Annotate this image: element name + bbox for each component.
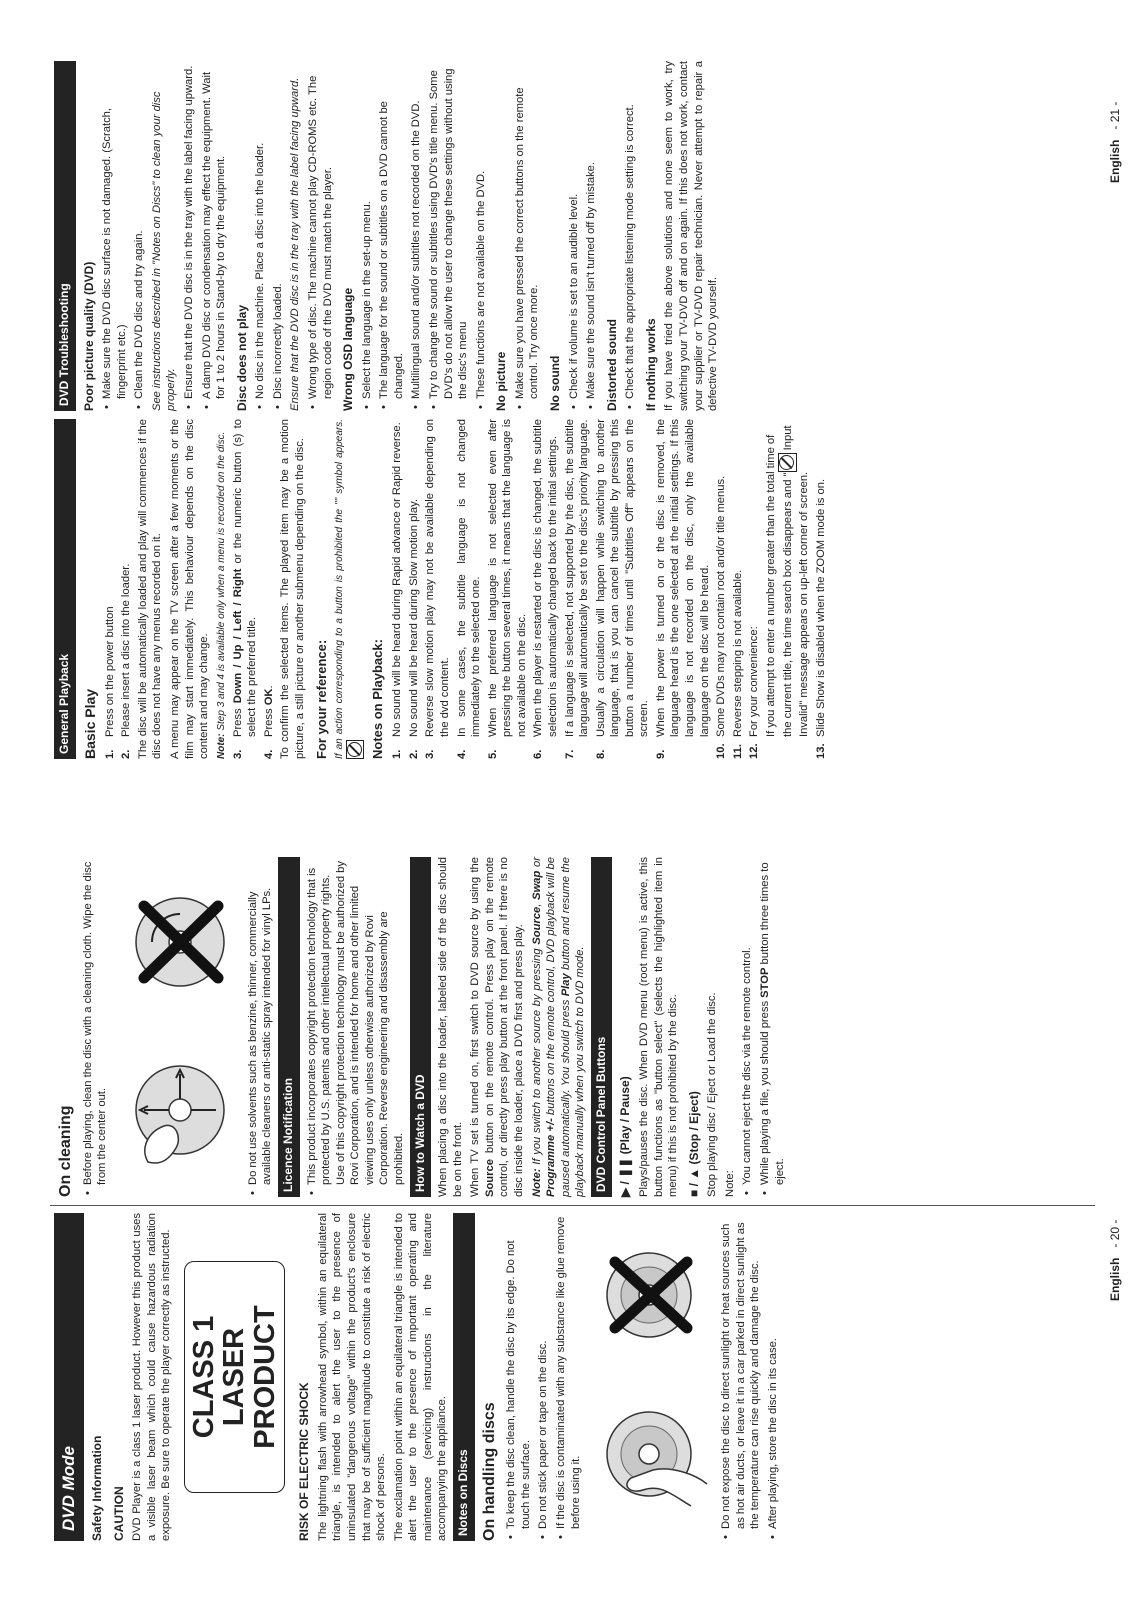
note-number: 12. bbox=[748, 743, 761, 759]
note-number: 10. bbox=[715, 743, 728, 759]
expose-item: • Do not expose the disc to direct sunlight or heat sources such as hot air ducts, or leave it in a car parked in direct sunlight as the temperature can rise quickly and damage the disc. bbox=[719, 1213, 763, 1541]
control-panel-buttons-bar: DVD Control Panel Buttons bbox=[591, 857, 613, 1197]
stop-eject-paragraph: Stop playing disc / Eject or Load the disc. bbox=[706, 992, 719, 1197]
handling-item: • Do not stick paper or tape on the disc. bbox=[536, 1213, 551, 1541]
playback-note bbox=[563, 419, 592, 759]
playback-note bbox=[714, 419, 729, 759]
note-number: 3. bbox=[424, 749, 437, 759]
step-4: 4. Press OK. bbox=[262, 685, 275, 759]
note-number: 11. bbox=[731, 744, 744, 759]
troubleshooting-item: • No disc in the machine. Place a disc into the loader. bbox=[253, 61, 268, 411]
watch-paragraph-1: When placing a disc into the loader, labeled side of the disc should be on the front. bbox=[437, 857, 464, 1197]
risk-paragraph-1: The lightning flash with arrowhead symbol, within an equilateral triangle, is intended to alert the user to the presence of uninsulated "dangerous voltage" within the product's enclosure that may be of sufficient magnitude to constitute a risk of electric shock of persons. bbox=[316, 1213, 388, 1541]
note-text: When the player is restarted or the disc is changed, the subtitle selection is automatically changed back to the initial settings. bbox=[532, 419, 559, 737]
column-troubleshooting bbox=[52, 61, 724, 411]
column-cleaning bbox=[52, 857, 790, 1197]
handling-heading: On handling discs bbox=[480, 1402, 498, 1541]
if-nothing-works-heading: If nothing works bbox=[643, 318, 658, 411]
note-text: Usually a circulation will happen while switching to another language, that is you can cancel the subtitle by pressing this button a number of times until "Subtitles Off" appears on the screen. bbox=[594, 419, 651, 737]
troubleshooting-item: • The language for the sound or subtitles on a DVD cannot be changed. bbox=[377, 61, 406, 411]
reference-heading: For your reference: bbox=[313, 639, 329, 759]
playback-notes-list bbox=[390, 419, 762, 759]
troubleshooting-item: • Check that the appropriate listening mode setting is correct. bbox=[623, 61, 638, 411]
on-cleaning-heading: On cleaning bbox=[57, 1105, 74, 1197]
step-number: 2. bbox=[120, 749, 133, 759]
note-13: 13. Slide Show is disabled when the ZOOM mode is on. bbox=[814, 478, 827, 759]
note-text: No sound will be heard during Slow motion play. bbox=[407, 499, 420, 737]
troubleshooting-item: • Try to change the sound or subtitles using DVD's title menu. Some DVD's do not allow the user to change these settings without using the disc's menu bbox=[427, 61, 471, 411]
note-text: Reverse slow motion play may not be available depending on the dvd content. bbox=[424, 419, 451, 737]
cleaning-item: • Before playing, clean the disc with a cleaning cloth. Wipe the disc from the center out. bbox=[81, 857, 110, 1197]
troubleshooting-heading: Disc does not play bbox=[234, 304, 249, 411]
disc-circular-wipe-prohibited-icon bbox=[118, 882, 238, 1002]
laser-paragraph: DVD Player is a class 1 laser product. However this product uses a visible laser beam which could cause hazardous radiation exposure. Be sure to operate the player correctly as instructed. bbox=[131, 1213, 173, 1541]
note-text: Reverse stepping is not available. bbox=[731, 569, 744, 737]
safety-information-heading: Safety Information bbox=[90, 1435, 105, 1541]
play-pause-icon: ▶ / ❚❚ bbox=[618, 1157, 633, 1197]
troubleshooting-item: • Ensure that the DVD disc is in the tray with the label facing upward. bbox=[182, 61, 197, 411]
note-number: 9. bbox=[654, 749, 667, 759]
play-pause-heading: ▶ / ❚❚ (Play / Pause) bbox=[618, 1076, 633, 1197]
disc-surface-touch-prohibited-icon bbox=[591, 1240, 711, 1350]
troubleshooting-item: • Make sure the DVD disc surface is not damaged. (Scratch, fingerprint etc.) bbox=[100, 61, 129, 411]
playback-note bbox=[747, 419, 762, 759]
troubleshooting-item: • These functions are not available on the DVD. bbox=[474, 61, 489, 411]
note-text: For your convenience: bbox=[748, 626, 761, 737]
eject-note-1: • You cannot eject the disc via the remote control. bbox=[740, 857, 755, 1197]
playback-note bbox=[731, 419, 746, 759]
page-footer-20: English - 20 - bbox=[1108, 1219, 1122, 1301]
note-text: No sound will be heard during Rapid advance or Rapid reverse. bbox=[391, 422, 404, 737]
playback-note bbox=[594, 419, 652, 759]
note-number: 7. bbox=[563, 749, 576, 759]
handling-list bbox=[504, 1213, 583, 1541]
disc-handling-illustration bbox=[591, 1213, 711, 1541]
playback-note bbox=[531, 419, 560, 759]
basic-play-heading: Basic Play bbox=[81, 688, 98, 759]
notes-on-discs-bar: Notes on Discs bbox=[453, 1213, 475, 1541]
column-general-playback bbox=[52, 419, 830, 759]
troubleshooting-item: • Wrong type of disc. The machine cannot play CD-ROMS etc. The region code of the DVD must match the player. bbox=[306, 61, 335, 411]
basic-play-step bbox=[119, 419, 134, 759]
reference-paragraph: If an action corresponding to a button is prohibited the "" symbol appears. bbox=[333, 419, 364, 759]
if-nothing-works-paragraph: If you have tried the above solutions and none seem to work, try switching your TV-DVD off and on again. If this does not work, contact your supplier or TV-DVD repair technician. Never attempt to repair a defective TV-DVD yourself. bbox=[663, 61, 720, 411]
cleaning-illustration bbox=[118, 857, 238, 1197]
note-text: When the power is turned on or the disc is removed, the language heard is the one selected at the initial settings. If this language is not recorded on the disc, only the available language on the disc will be heard. bbox=[654, 419, 711, 737]
steps-list bbox=[103, 419, 134, 759]
step-text: Press on the power button bbox=[103, 606, 116, 737]
class-1-laser-label bbox=[184, 1261, 285, 1493]
how-to-watch-bar: How to Watch a DVD bbox=[410, 857, 432, 1197]
step-3: 3. Press Down / Up / Left / Right or the numeric button (s) to select the preferred title. bbox=[231, 419, 259, 759]
note-number: 6. bbox=[532, 749, 545, 759]
playback-note bbox=[407, 419, 422, 759]
troubleshooting-item: • Multilingual sound and/or subtitles not recorded on the DVD. bbox=[409, 61, 424, 411]
playback-note bbox=[390, 419, 405, 759]
note-number: 1. bbox=[391, 749, 404, 759]
troubleshooting-item: • Disc incorrectly loaded. bbox=[271, 61, 286, 411]
expose-item: • After playing, store the disc in its case. bbox=[766, 1213, 781, 1541]
step-note: Note: Step 3 and 4 is available only when a menu is recorded on the disc. bbox=[215, 431, 227, 759]
step-number: 1. bbox=[103, 749, 116, 759]
handling-item: • To keep the disc clean, handle the disc by its edge. Do not touch the surface. bbox=[504, 1213, 533, 1541]
handling-item: • If the disc is contaminated with any substance like glue remove before using it. bbox=[554, 1213, 583, 1541]
troubleshooting-heading: No picture bbox=[494, 351, 509, 411]
troubleshooting-heading: Wrong OSD language bbox=[341, 287, 356, 411]
basic-play-step bbox=[103, 419, 118, 759]
risk-heading: RISK OF ELECTRIC SHOCK bbox=[297, 1382, 312, 1541]
stop-eject-heading: ■ / ▲ (Stop / Eject) bbox=[686, 1091, 701, 1197]
stop-eject-icon: ■ / ▲ bbox=[686, 1167, 701, 1197]
expose-list bbox=[719, 1213, 780, 1541]
risk-paragraph-2: The exclamation point within an equilateral triangle is intended to alert the user to the presence of important operating and maintenance (servicing) instructions in the literature accompanying the appliance. bbox=[392, 1213, 449, 1541]
solvent-item: • Do not use solvents such as benzine, thinner, commercially available cleaners or anti-static spray intended for vinyl LPs. bbox=[246, 857, 275, 1197]
troubleshooting-item: • Make sure the sound isn't turned off by mistake. bbox=[584, 61, 599, 411]
troubleshooting-heading: No sound bbox=[547, 355, 562, 411]
prohibited-symbol-icon bbox=[346, 740, 364, 759]
step-text: Please insert a disc into the loader. bbox=[120, 563, 133, 737]
convenience-paragraph: If you attempt to enter a number greater than the total time of the current title, the time search box disappears and " Input Invalid" message appears on up-left corner of screen. bbox=[764, 425, 810, 737]
column-dvd-mode bbox=[52, 1213, 783, 1541]
licence-notification-bar: Licence Notification bbox=[278, 857, 300, 1197]
auto-load-paragraph: The disc will be automatically loaded and play will commences if the disc does not have any menus recorded on it. bbox=[136, 419, 164, 759]
troubleshooting-item: • Select the language in the set-up menu. bbox=[360, 61, 375, 411]
troubleshooting-item: • Make sure you have pressed the correct buttons on the remote control. Try once more. bbox=[513, 61, 542, 411]
page-footer-21: English - 21 - bbox=[1108, 101, 1122, 183]
playback-note bbox=[486, 419, 530, 759]
playback-note bbox=[455, 419, 484, 759]
prohibited-symbol-icon bbox=[778, 453, 797, 472]
troubleshooting-heading: Distorted sound bbox=[604, 319, 619, 411]
watch-paragraph-2: When TV set is turned on, first switch to DVD source by using the Source button on the remote control. Press play on the remote control, or directly press play button at the front panel. If there is no disc inside the loader, place a DVD first and press play. bbox=[469, 857, 525, 1197]
disc-edge-hand-icon bbox=[591, 1404, 711, 1514]
laser-product-line: LASER PRODUCT bbox=[218, 1305, 281, 1449]
disc-wipe-center-out-icon bbox=[118, 1052, 238, 1172]
column-divider bbox=[50, 1205, 1095, 1206]
licence-item: • This product incorporates copyright protection technology that is protected by U.S. patents and other intellectual property rights. Use of this copyright protection technology must be authorized by Rovi Corporation, and is intended for home and other limited viewing uses only unless otherwise authorized by Rovi Corporation. Reverse engineering and disassembly are prohibited. bbox=[305, 857, 407, 1197]
play-pause-paragraph: Plays/pauses the disc. When DVD menu (root menu) is active, this button functions as "button select" (selects the highlighted item in menu) if this is not prohibited by the disc. bbox=[637, 857, 680, 1197]
note-label: Note: bbox=[723, 1170, 736, 1197]
playback-note bbox=[654, 419, 712, 759]
notes-on-playback-heading: Notes on Playback: bbox=[370, 639, 386, 759]
note-number: 4. bbox=[455, 749, 468, 759]
eject-note-2: • While playing a file, you should press STOP button three times to eject. bbox=[758, 857, 787, 1197]
troubleshooting-item: • Clean the DVD disc and try again. bbox=[132, 61, 147, 411]
playback-note bbox=[423, 419, 452, 759]
troubleshooting-item: Ensure that the DVD disc is in the tray with the label facing upward. bbox=[289, 77, 302, 411]
menu-paragraph: A menu may appear on the TV screen after a few moments or the film may start immediately. This behaviour depends on the disc content and may change. bbox=[169, 419, 211, 759]
troubleshooting-item: • Check if volume is set to an audible level. bbox=[567, 61, 582, 411]
troubleshooting-bar: DVD Troubleshooting bbox=[54, 61, 76, 411]
switch-source-note: Note: If you switch to another source by pressing Source, Swap or Programme +/- buttons on the remote control, DVD playback will be paused automatically. You should press Play button and resume the playback manually when you switch to DVD mode. bbox=[530, 856, 587, 1197]
note-number: 5. bbox=[486, 749, 499, 759]
troubleshooting-sections bbox=[82, 61, 638, 411]
troubleshooting-item: • A damp DVD disc or condensation may effect the equipment. Wait for 1 to 2 hours in Stand-by to dry the equipment. bbox=[200, 61, 229, 411]
note-number: 2. bbox=[407, 749, 420, 759]
note-text: Some DVDs may not contain root and/or title menus. bbox=[715, 475, 728, 737]
general-playback-bar: General Playback bbox=[54, 419, 76, 759]
note-text: If a language is selected, not supported by the disc, the subtitle language will automatically be set to the disc's priority language. bbox=[563, 419, 591, 737]
note-text: When the preferred language is not selected even after pressing the button several times, it means that the language is not available on the disc. bbox=[486, 419, 528, 737]
note-text: In some cases, the subtitle language is not changed immediately to the selected one. bbox=[455, 419, 483, 737]
troubleshooting-item: See instructions described in "Notes on Discs" to clean your disc properly. bbox=[150, 91, 178, 411]
confirm-paragraph: To confirm the selected items. The played item may be a motion picture, a still picture or another submenu depending on the disc. bbox=[279, 419, 306, 759]
dvd-mode-title: DVD Mode bbox=[54, 1213, 84, 1541]
class-1-line: CLASS 1 bbox=[187, 1315, 220, 1439]
caution-heading: CAUTION bbox=[111, 1486, 126, 1541]
troubleshooting-heading: Poor picture quality (DVD) bbox=[81, 261, 96, 411]
note-number: 8. bbox=[594, 749, 607, 759]
